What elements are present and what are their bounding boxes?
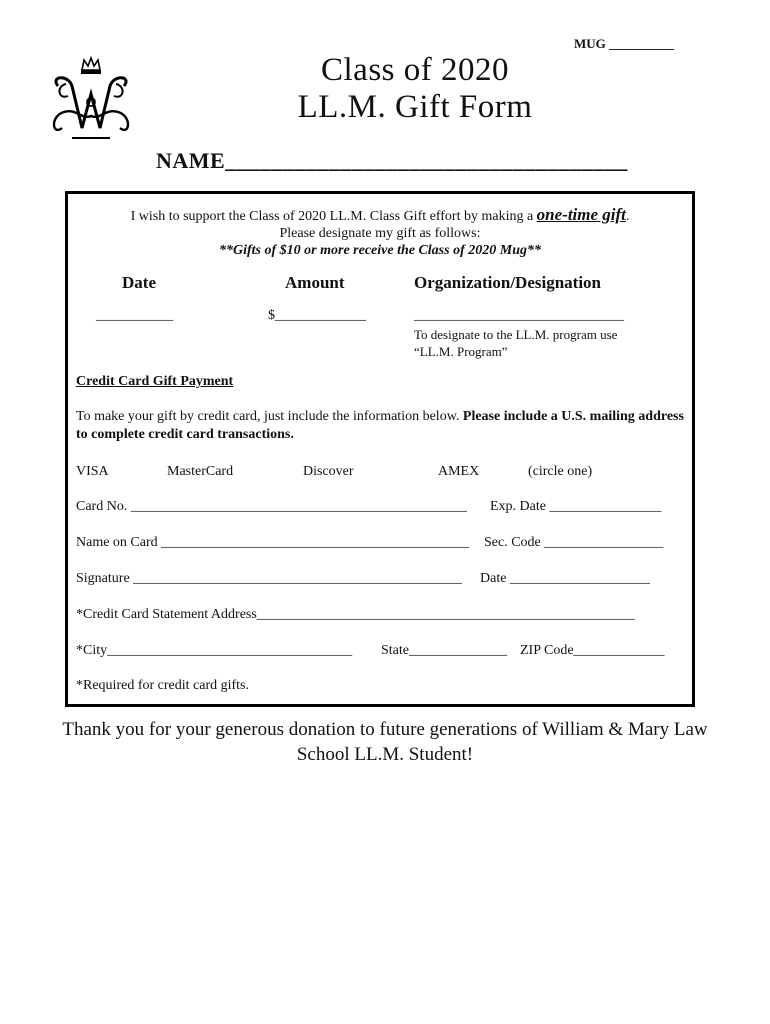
exp-date-field[interactable]: Exp. Date ________________ (490, 499, 662, 514)
signature-field[interactable]: Signature _______________________________________________ (76, 571, 463, 586)
card-type-mastercard[interactable]: MasterCard (167, 464, 234, 479)
signature-date-field[interactable]: Date ____________________ (480, 571, 650, 586)
william-mary-cypher-logo-icon (48, 56, 134, 142)
intro-line-1-text: I wish to support the Class of 2020 LL.M. Class Gift effort by making a (130, 209, 537, 224)
card-type-discover[interactable]: Discover (303, 464, 354, 479)
title-line-2: LL.M. Gift Form (297, 89, 533, 125)
card-number-field[interactable]: Card No. ________________________________________________ (76, 499, 467, 514)
intro-line-2: Please designate my gift as follows: (279, 226, 481, 241)
thank-you-message: Thank you for your generous donation to future generations of William & Mary Law School LL.M. Student! (62, 719, 708, 765)
title-line-1: Class of 2020 (321, 52, 509, 88)
instruction-text: To make your gift by credit card, just include the information below. (76, 409, 463, 424)
sec-code-field[interactable]: Sec. Code _________________ (484, 535, 664, 550)
org-header: Organization/Designation (414, 273, 602, 292)
one-time-gift-emphasis: one-time gift (536, 205, 626, 224)
name-on-card-field[interactable]: Name on Card ____________________________________________ (76, 535, 470, 550)
city-field[interactable]: *City___________________________________ (76, 643, 353, 658)
state-field[interactable]: State______________ (381, 643, 507, 658)
amount-field[interactable]: $_____________ (268, 308, 366, 323)
credit-card-heading: Credit Card Gift Payment (76, 374, 234, 389)
org-note-line-2: “LL.M. Program” (414, 344, 508, 359)
org-note (414, 326, 674, 360)
instruction-bold-text: Please include a U.S. mailing address to complete credit card transactions. (76, 409, 684, 442)
intro-line-1 (68, 206, 692, 225)
org-note-line-1: To designate to the LL.M. program use (414, 327, 618, 342)
intro-line-1-end: . (625, 209, 630, 224)
credit-card-instruction (76, 408, 696, 444)
date-field[interactable]: ___________ (96, 308, 173, 323)
amount-header: Amount (285, 273, 345, 292)
org-field[interactable]: ______________________________ (414, 308, 624, 323)
card-type-amex[interactable]: AMEX (438, 464, 480, 479)
date-header: Date (122, 273, 156, 292)
card-type-visa[interactable]: VISA (76, 464, 109, 479)
required-note: *Required for credit card gifts. (76, 678, 249, 693)
mug-gift-note: **Gifts of $10 or more receive the Class of 2020 Mug** (219, 243, 541, 258)
name-field[interactable]: NAME___________________________________ (156, 148, 628, 173)
intro-text (68, 206, 692, 259)
page-title (260, 52, 570, 126)
gift-form-box (65, 191, 695, 707)
statement-address-field[interactable]: *Credit Card Statement Address______________________________________________________ (76, 607, 635, 622)
mug-field: MUG __________ (574, 36, 675, 51)
zip-code-field[interactable]: ZIP Code_____________ (520, 643, 665, 658)
circle-one-note: (circle one) (528, 464, 593, 479)
